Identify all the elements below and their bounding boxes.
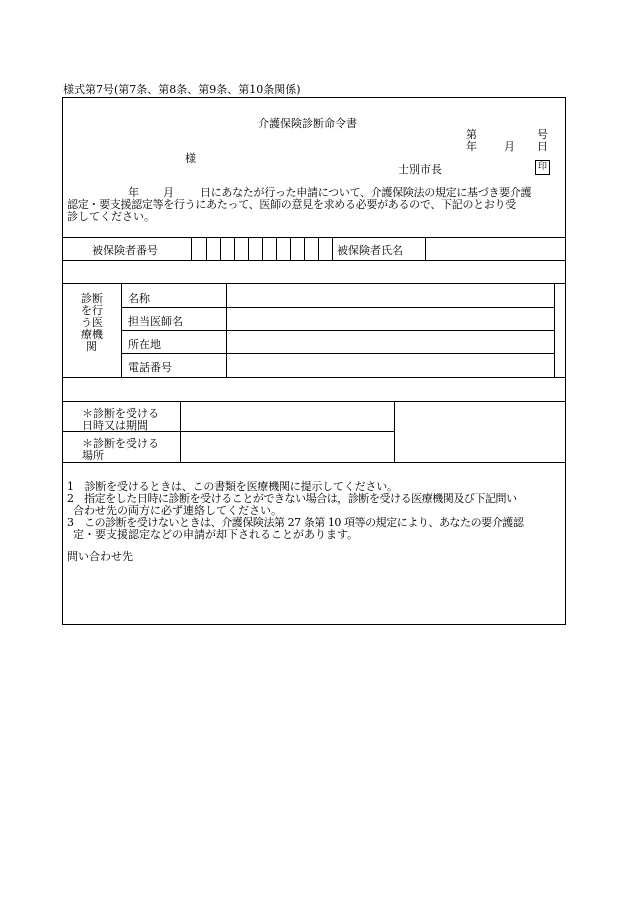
- form-number: 様式第7号(第7条、第8条、第9条、第10条関係): [63, 83, 301, 96]
- rule: [121, 330, 554, 331]
- date-year: 年: [466, 140, 477, 153]
- rule: [62, 260, 566, 261]
- number-dai: 第: [466, 128, 477, 141]
- rule: [425, 237, 426, 260]
- note-3-line1: 3 この診断を受けないときは、介護保険法第 27 条第 10 項等の規定により、あなたの要介護認: [67, 516, 524, 529]
- intro-month: 月: [163, 186, 174, 199]
- rule: [554, 283, 555, 377]
- intro-line3: 診してください。: [67, 210, 155, 223]
- note-2-line1: 2 指定をした日時に診断を受けることができない場合は，診断を受ける医療機関及び下記問い: [67, 492, 517, 505]
- clinic-heading-1: 診断: [81, 292, 103, 305]
- insured-number-label: 被保険者番号: [92, 244, 158, 257]
- rule: [191, 237, 192, 260]
- schedule-place-label-2: 場所: [82, 449, 104, 462]
- clinic-phone-label: 電話番号: [128, 361, 172, 374]
- date-day: 日: [537, 140, 548, 153]
- seal-mark: 印: [535, 160, 550, 175]
- digit-box-divider: [290, 237, 291, 260]
- insured-name-label: 被保険者氏名: [337, 244, 403, 257]
- digit-box-divider: [262, 237, 263, 260]
- rule: [394, 401, 395, 462]
- digit-box-divider: [234, 237, 235, 260]
- digit-box-divider: [304, 237, 305, 260]
- digit-box-divider: [318, 237, 319, 260]
- date-month: 月: [504, 140, 515, 153]
- clinic-address-label: 所在地: [128, 338, 161, 351]
- schedule-datetime-label-1: ＊診断を受ける: [82, 407, 159, 420]
- rule: [62, 283, 566, 284]
- clinic-heading-2: を行: [81, 304, 103, 317]
- digit-box-divider: [220, 237, 221, 260]
- note-3-line2: 定・要支援認定などの申請が却下されることがあります。: [73, 528, 359, 541]
- intro-line2: 認定・要支援認定等を行うにあたって、医師の意見を求める必要があるので、下記のとおり受: [67, 198, 516, 211]
- rule: [121, 307, 554, 308]
- document-title: 介護保険診断命令書: [258, 117, 357, 130]
- rule: [62, 237, 566, 238]
- clinic-heading-5: 関: [86, 340, 97, 353]
- issuer-name: 士別市長: [398, 163, 442, 176]
- schedule-datetime-label-2: 日時又は期間: [82, 419, 148, 432]
- number-go: 号: [537, 128, 548, 141]
- note-2-line2: 合わせ先の両方に必ず連絡してください。: [73, 504, 282, 517]
- digit-box-divider: [248, 237, 249, 260]
- schedule-place-label-1: ＊診断を受ける: [82, 437, 159, 450]
- intro-year: 年: [128, 186, 139, 199]
- digit-box-divider: [206, 237, 207, 260]
- clinic-heading-4: 療機: [81, 328, 103, 341]
- rule: [62, 377, 566, 378]
- digit-box-divider: [276, 237, 277, 260]
- rule: [332, 237, 333, 260]
- clinic-name-label: 名称: [128, 292, 150, 305]
- rule: [62, 462, 566, 463]
- clinic-doctor-label: 担当医師名: [128, 315, 183, 328]
- rule: [121, 353, 554, 354]
- clinic-heading-3: う医: [81, 316, 103, 329]
- intro-line1: 日にあなたが行った申請について、介護保険法の規定に基づき要介護: [200, 186, 532, 199]
- note-1: 1 診断を受けるときは、この書類を医療機関に提示してください。: [67, 480, 398, 493]
- addressee-suffix: 様: [185, 152, 196, 165]
- contact-label: 問い合わせ先: [67, 550, 133, 563]
- rule: [62, 401, 566, 402]
